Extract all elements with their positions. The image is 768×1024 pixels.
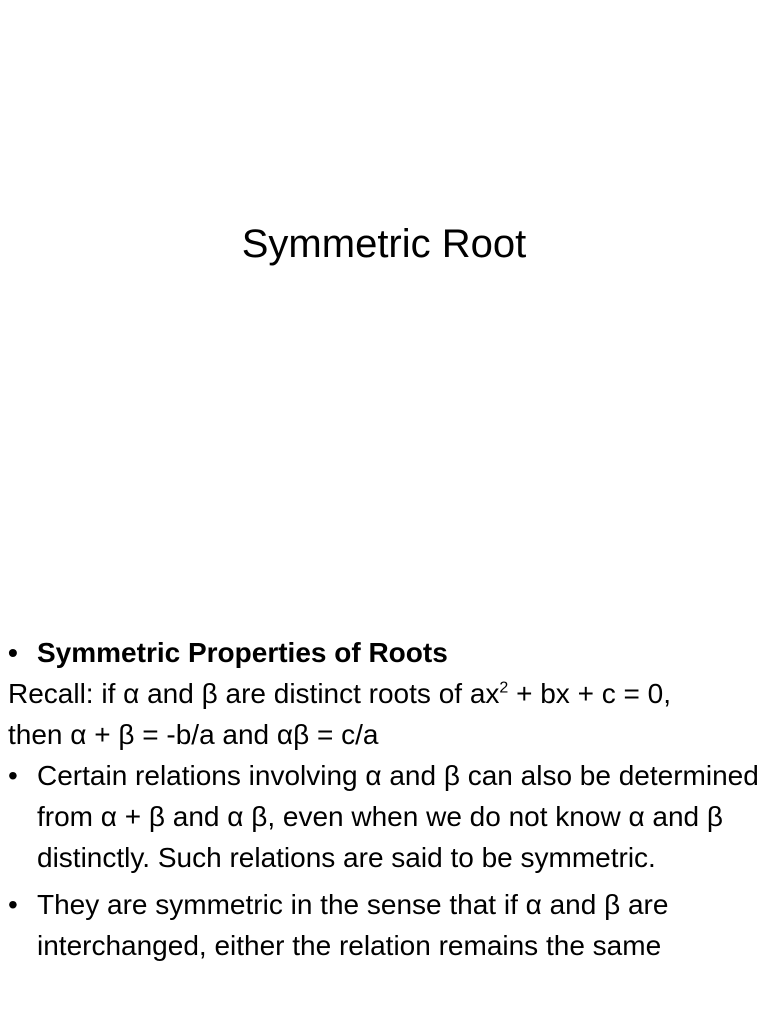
bullet-symmetric-relations: • Certain relations involving α and β can also be determined from α + β and α β, even when we do not know α and β distinctly. Such relations are said to be symmetric. (8, 755, 764, 878)
recall-line (8, 673, 764, 714)
recall-text-a: Recall: if α and β are distinct roots of ax (8, 678, 500, 709)
bullet-interchange: • They are symmetric in the sense that if α and β are interchanged, either the relation remains the same (8, 884, 764, 966)
bullet-heading: • Symmetric Properties of Roots (8, 632, 764, 673)
exponent: 2 (499, 679, 509, 697)
slide-body (8, 632, 764, 966)
slide-title: Symmetric Root (241, 222, 527, 266)
recall-text-b: + bx + c = 0, (508, 678, 671, 709)
recall-line-2: then α + β = -b/a and αβ = c/a (8, 719, 379, 750)
